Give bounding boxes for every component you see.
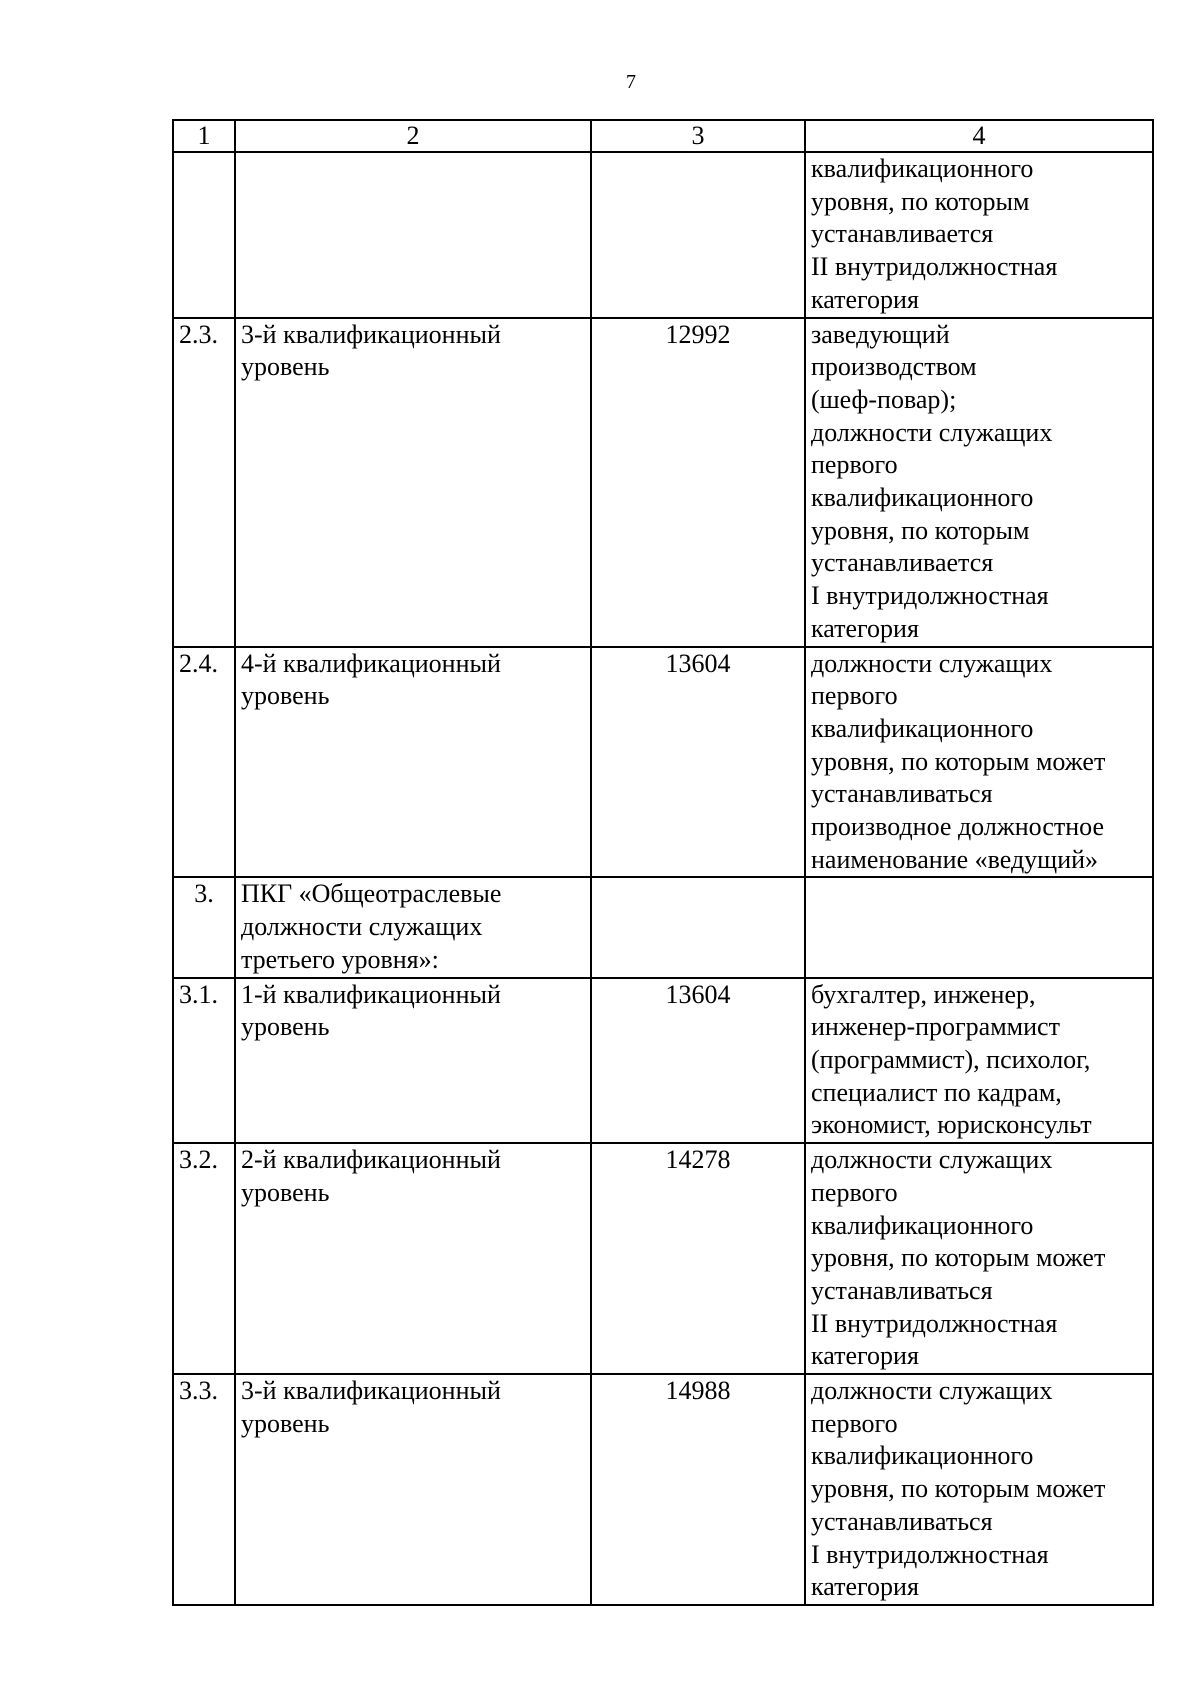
positions-description: должности служащих первого квалификационного уровня, по которым может устанавливаться I внутридолжностная категория [805, 1374, 1153, 1605]
column-header-4: 4 [805, 120, 1153, 152]
qualification-level: 3-й квалификационный уровень [235, 1374, 591, 1605]
qualification-group: ПКГ «Общеотраслевые должности служащих третьего уровня»: [235, 877, 591, 977]
qualification-level [235, 152, 591, 318]
page-number: 7 [626, 71, 636, 93]
table-row [173, 152, 1153, 318]
qualification-table [172, 119, 1154, 1606]
column-header-2: 2 [235, 120, 591, 152]
salary-value: 13604 [591, 978, 805, 1144]
qualification-level: 1-й квалификационный уровень [235, 978, 591, 1144]
row-number: 2.4. [173, 647, 235, 878]
table-row [173, 978, 1153, 1144]
salary-value [591, 877, 805, 977]
qualification-level: 3-й квалификационный уровень [235, 318, 591, 647]
row-number: 3.3. [173, 1374, 235, 1605]
table-row [173, 1143, 1153, 1374]
row-number: 3. [173, 877, 235, 977]
table-row [173, 647, 1153, 878]
table-row [173, 1374, 1153, 1605]
qualification-level: 4-й квалификационный уровень [235, 647, 591, 878]
positions-description: бухгалтер, инженер, инженер-программист (программист), психолог, специалист по кадрам, экономист, юрисконсульт [805, 978, 1153, 1144]
salary-value: 12992 [591, 318, 805, 647]
positions-description: должности служащих первого квалификационного уровня, по которым может устанавливаться II внутридолжностная категория [805, 1143, 1153, 1374]
positions-description: заведующий производством (шеф-повар); должности служащих первого квалификационного уровня, по которым устанавливается I внутридолжностная категория [805, 318, 1153, 647]
salary-value [591, 152, 805, 318]
salary-value: 14278 [591, 1143, 805, 1374]
salary-value: 14988 [591, 1374, 805, 1605]
positions-description: квалификационного уровня, по которым устанавливается II внутридолжностная категория [805, 152, 1153, 318]
table-row [173, 318, 1153, 647]
qualification-level: 2-й квалификационный уровень [235, 1143, 591, 1374]
positions-description [805, 877, 1153, 977]
row-number: 3.2. [173, 1143, 235, 1374]
salary-value: 13604 [591, 647, 805, 878]
column-header-1: 1 [173, 120, 235, 152]
column-header-3: 3 [591, 120, 805, 152]
row-number [173, 152, 235, 318]
table-header-row [173, 120, 1153, 152]
table-row [173, 877, 1153, 977]
positions-description: должности служащих первого квалификационного уровня, по которым может устанавливаться производное должностное наименование «ведущий» [805, 647, 1153, 878]
row-number: 3.1. [173, 978, 235, 1144]
row-number: 2.3. [173, 318, 235, 647]
